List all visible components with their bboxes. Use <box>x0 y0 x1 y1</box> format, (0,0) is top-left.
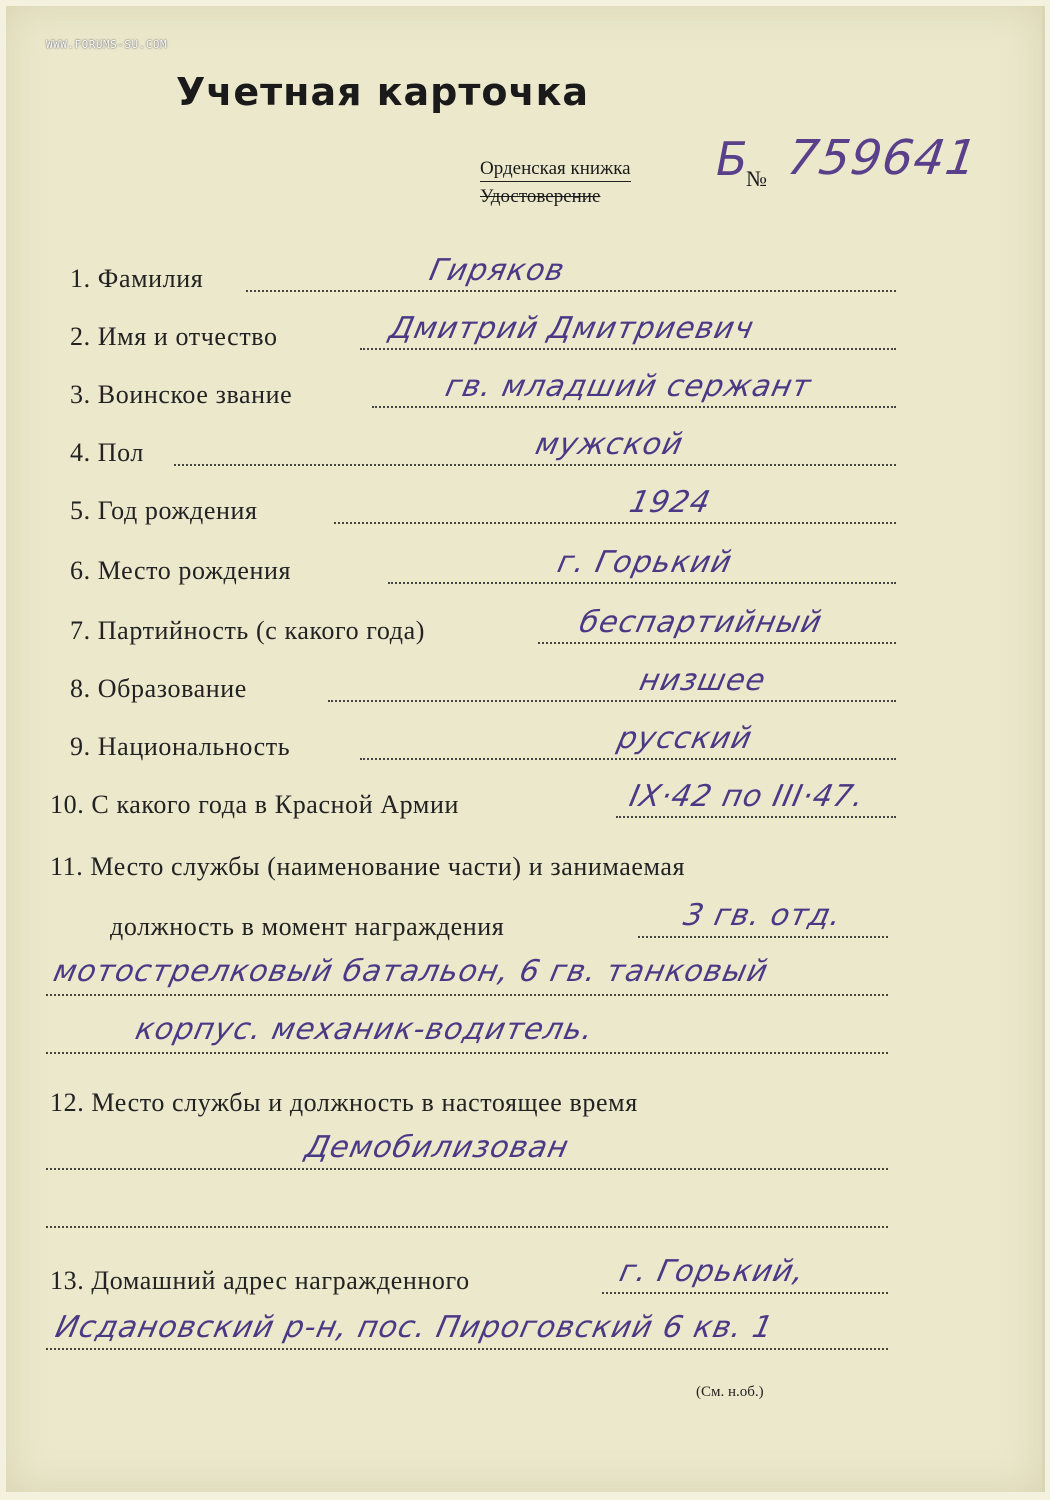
field-value: 1924 <box>626 485 715 520</box>
field-value: IX·42 по III·47. <box>626 779 868 814</box>
document-number: 759641 <box>784 130 982 186</box>
current-service-value: Демобилизован <box>302 1130 573 1165</box>
field-line <box>372 406 896 408</box>
field-label: 8. Образование <box>70 674 247 703</box>
current-service-label: 12. Место службы и должность в настоящее время <box>50 1088 638 1117</box>
field-line <box>246 290 896 292</box>
field-line <box>174 464 896 466</box>
field-birth-place <box>70 545 896 592</box>
field-line <box>46 994 888 996</box>
document-series: Б <box>716 132 748 186</box>
award-record-card <box>6 6 1045 1492</box>
field-value: низшее <box>636 663 770 698</box>
field-value: Дмитрий Дмитриевич <box>386 311 758 346</box>
field-surname <box>70 253 896 300</box>
field-sex <box>70 427 896 474</box>
field-line <box>360 758 896 760</box>
field-label: 7. Партийность (с какого года) <box>70 616 425 645</box>
page-title: Учетная карточка <box>176 70 589 114</box>
field-name-patronymic <box>70 311 896 358</box>
field-line <box>360 348 896 350</box>
field-label: 4. Пол <box>70 438 145 467</box>
number-sign: № <box>746 166 767 191</box>
home-address-value-2: Исдановский р-н, пос. Пироговский 6 кв. 1 <box>52 1310 777 1345</box>
field-line <box>328 700 896 702</box>
service-at-award-label: 11. Место службы (наименование части) и занимаемая <box>50 852 686 881</box>
home-address-value-1: г. Горький, <box>616 1254 809 1289</box>
document-type-certificate-struck: Удостоверение <box>480 186 601 207</box>
service-at-award-value-1: 3 гв. отд. <box>680 898 845 933</box>
field-line <box>616 816 896 818</box>
field-party <box>70 605 896 652</box>
service-at-award-value-2: мотострелковый батальон, 6 гв. танковый <box>50 954 772 989</box>
footnote-see-reverse: (См. н.об.) <box>696 1384 764 1400</box>
home-address-label: 13. Домашний адрес награжденного <box>50 1266 470 1295</box>
field-line <box>46 1052 888 1054</box>
field-label: 6. Место рождения <box>70 556 292 585</box>
field-birth-year <box>70 485 896 532</box>
field-value: г. Горький <box>554 545 736 580</box>
field-label: 1. Фамилия <box>70 264 204 293</box>
field-line <box>46 1348 888 1350</box>
field-line <box>538 642 896 644</box>
field-label: 2. Имя и отчество <box>70 322 278 351</box>
field-value: русский <box>614 721 756 756</box>
field-value: беспартийный <box>576 605 826 640</box>
field-label: 9. Национальность <box>70 732 291 761</box>
field-value: Гиряков <box>426 253 569 288</box>
field-value: мужской <box>532 427 687 462</box>
field-line <box>638 936 888 938</box>
field-army-since <box>50 779 896 826</box>
service-at-award-label-cont: должность в момент награждения <box>110 912 505 941</box>
field-label: 3. Воинское звание <box>70 380 293 409</box>
field-value: гв. младший сержант <box>442 369 815 404</box>
field-line <box>46 1168 888 1170</box>
field-label: 10. С какого года в Красной Армии <box>50 790 459 819</box>
service-at-award-value-3: корпус. механик-водитель. <box>132 1012 598 1047</box>
document-type-order-book: Орденская книжка <box>480 158 631 182</box>
field-nationality <box>70 721 896 768</box>
field-line <box>602 1292 888 1294</box>
field-label: 5. Год рождения <box>70 496 258 525</box>
field-line <box>388 582 896 584</box>
field-education <box>70 663 896 710</box>
field-rank <box>70 369 896 416</box>
field-line <box>334 522 896 524</box>
field-line <box>46 1226 888 1228</box>
document-type <box>480 158 631 208</box>
watermark: WWW.FORUMS-SU.COM <box>46 38 168 51</box>
